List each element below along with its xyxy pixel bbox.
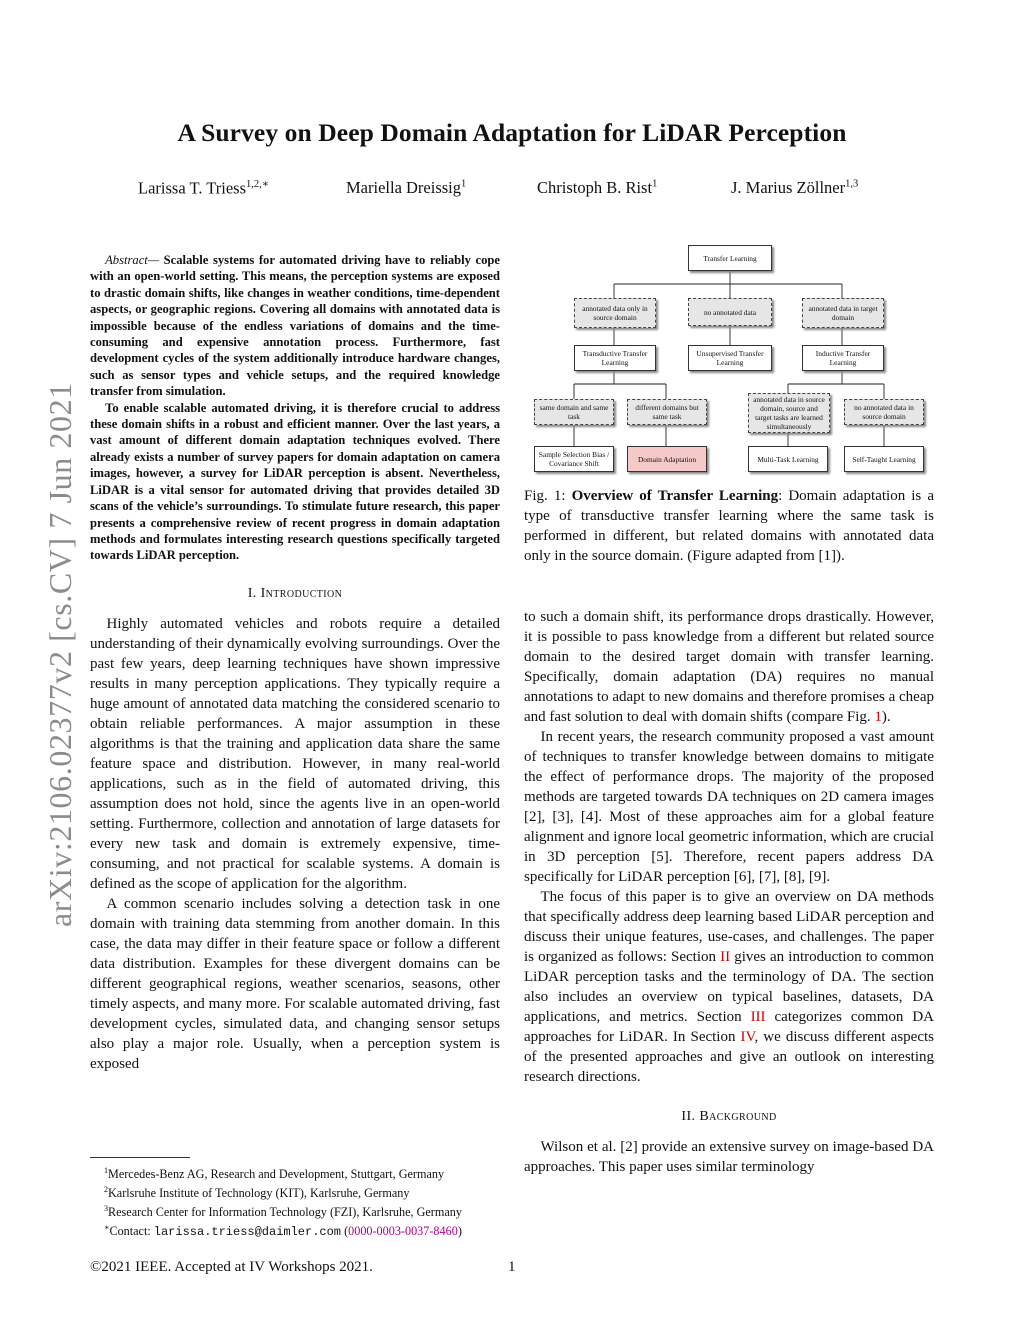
fig-1-link[interactable]: 1: [874, 709, 882, 725]
node-transductive: Transductive Transfer Learning: [574, 345, 656, 371]
orcid-link[interactable]: 0000-0003-0037-8460: [348, 1224, 458, 1239]
background-paragraph-1: Wilson et al. [2] provide an extensive survey on image-based DA approaches. This paper uses similar terminology: [524, 1139, 934, 1175]
transfer-learning-diagram: [524, 240, 944, 480]
section-II-link[interactable]: II: [720, 949, 731, 965]
author-3: Christoph B. Rist$^1$: [537, 178, 658, 197]
node-same-domain-task: same domain and same task: [534, 399, 614, 425]
footnotes: [104, 1163, 500, 1240]
footnote-3: $^3$Research Center for Information Technology (FZI), Karlsruhe, Germany: [104, 1204, 462, 1220]
intro-paragraph-4: In recent years, the research community proposed a vast amount of techniques to transfer knowledge between domains to mitigate the effect of performance drops. The majority of the proposed methods are targeted towards DA techniques on 2D camera images [2], [3], [4]. Most of these approaches aim for a global feature alignment and ignore local geometric information, which are crucial in 3D perception [5]. Therefore, recent papers address DA specifically for LiDAR perception [6], [7], [8], [9].: [524, 729, 934, 885]
paper-title: A Survey on Deep Domain Adaptation for LiDAR Perception: [177, 118, 847, 147]
copyright-footer: ©2021 IEEE. Accepted at IV Workshops 2021.: [90, 1259, 373, 1275]
email-link[interactable]: larissa.triess@daimler.com: [153, 1225, 342, 1240]
node-annotated-source-only: annotated data only in source domain: [574, 298, 656, 328]
node-inductive: Inductive Transfer Learning: [802, 345, 884, 371]
author-1: Larissa T. Triess$^{1,2,∗}$: [138, 178, 269, 198]
node-multi-task: Multi-Task Learning: [748, 446, 828, 472]
figure-caption: Fig. 1: Overview of Transfer Learning: Domain adaptation is a type of transductive transfer learning where the same task is performed in different, but related domains with annotated data only in the source domain. (Figure adapted from [1]).: [524, 488, 934, 564]
footnote-1: $^1$Mercedes-Benz AG, Research and Development, Stuttgart, Germany: [104, 1166, 445, 1182]
node-no-annotated-data: no annotated data: [688, 298, 772, 326]
node-simultaneous-tasks: annotated data in source domain, source and target tasks are learned simultaneously: [748, 393, 830, 433]
node-domain-adaptation: Domain Adaptation: [627, 446, 707, 472]
arxiv-stamp: arXiv:2106.02377v2 [cs.CV] 7 Jun 2021: [42, 382, 78, 927]
node-self-taught: Self-Taught Learning: [844, 446, 924, 472]
section-heading-background: II. Background: [681, 1109, 777, 1124]
node-transfer-learning: Transfer Learning: [688, 245, 772, 271]
author-2: Mariella Dreissig$^1$: [346, 178, 467, 197]
section-heading-introduction: I. Introduction: [247, 585, 343, 601]
section-IV-link[interactable]: IV: [740, 1029, 755, 1045]
intro-paragraph-1: Highly automated vehicles and robots require a detailed understanding of their dynamically evolving surroundings. Over the past few years, deep learning techniques have shown impressive results in many perception applications. They typically require a huge amount of annotated data matching the considered scenario to obtain reliable performances. A major assumption in these algorithms is that the training and application data share the same feature space and distribution. However, in many real-world applications, such as in the field of automated driving, this assumption does not hold, since the agents live in an open-world setting. Furthermore, collection and annotation of large datasets for every new task and domain is extremely expensive, time-consuming, and not practical for scalable systems. A domain is defined as the scope of application for the algorithm.: [90, 615, 500, 892]
left-column: [90, 252, 500, 1074]
footnote-contact: ∗Contact: larissa.triess@daimler.com (0000-0003-0037-8460): [104, 1223, 462, 1240]
page-number: 1: [508, 1259, 516, 1275]
intro-paragraph-5: The focus of this paper is to give an overview on DA methods that specifically address deep learning based LiDAR perception and discuss their unique features, use-cases, and challenges. The paper is organized as follows: Section II gives an introduction to common LiDAR perception tasks and the terminology of DA. The section also includes an overview on typical baselines, datasets, DA applications, and metrics. Section III categorizes common DA approaches for LiDAR. In Section IV, we discuss different aspects of the presented approaches and give an outlook on interesting research directions.: [524, 889, 935, 1085]
abstract-paragraph-2: To enable scalable automated driving, it is therefore crucial to address these domain shifts in a robust and efficient manner. Over the last years, a vast amount of different domain adaptation techniques evolved. There already exists a number of survey papers for domain adaptation on camera images, however, a survey for LiDAR perception is absent. Nevertheless, LiDAR is a vital sensor for automated driving that provides detailed 3D scans of the vehicle’s surroundings. To stimulate future research, this paper presents a comprehensive review of recent progress in domain adaptation methods and formulates interesting research questions specifically targeted towards LiDAR perception.: [90, 400, 500, 563]
abstract-paragraph-1: Abstract— Scalable systems for automated driving have to reliably cope with an open-world setting. This means, the perception systems are exposed to drastic domain shifts, like changes in weather conditions, time-dependent aspects, or geographic regions. Covering all domains with annotated data is impossible because of the endless variations of domains and the time-consuming and expensive annotation process. Furthermore, fast development cycles of the system additionally introduce hardware changes, such as sensor types and vehicle setups, and the required knowledge transfer from simulation.: [90, 253, 500, 399]
footnote-2: $^2$Karlsruhe Institute of Technology (KIT), Karlsruhe, Germany: [104, 1185, 410, 1201]
author-4: J. Marius Zöllner$^{1,3}$: [731, 178, 859, 197]
intro-paragraph-3: to such a domain shift, its performance drops drastically. However, it is possible to pass knowledge from a different but related source domain to the desired target domain with transfer learning. Specifically, domain adaptation (DA) requires no manual annotations to adapt to new domains and therefore promises a cheap and fast solution to deal with domain shifts (compare Fig. 1).: [524, 609, 934, 725]
node-different-domains: different domains but same task: [627, 399, 707, 425]
node-annotated-target: annotated data in target domain: [802, 298, 884, 328]
intro-paragraph-2: A common scenario includes solving a detection task in one domain with training data stemming from another domain. In this case, the data may differ in their feature space or follow a different data distribution. Examples for these divergent domains can be different geographical regions, weather scenarios, seasons, other timely aspects, and many more. For scalable automated driving, fast development cycles, simulated data, and changing sensor setups also play a major role. Usually, when a perception system is exposed: [90, 895, 500, 1072]
node-no-annotated-source: no annotated data in source domain: [844, 399, 924, 425]
node-sample-selection-bias: Sample Selection Bias / Covariance Shift: [534, 446, 614, 472]
node-unsupervised: Unsupervised Transfer Learning: [688, 345, 772, 371]
right-column: [524, 607, 934, 1177]
section-III-link[interactable]: III: [750, 1009, 766, 1025]
footnote-rule: [90, 1157, 190, 1158]
